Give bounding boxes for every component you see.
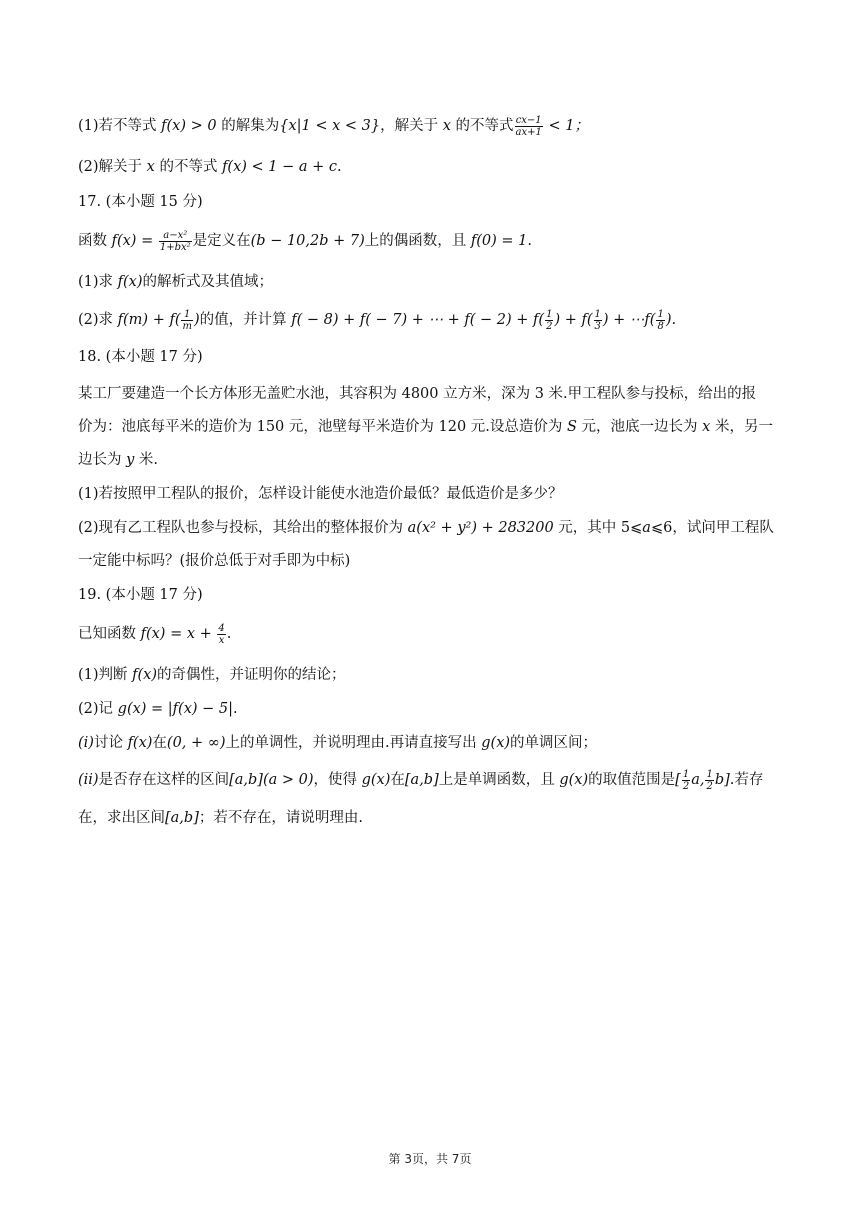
text: 价为：池底每平米的造价为 150 元，池壁每平米造价为 120 元.设总造价为: [78, 419, 568, 435]
text: 函数: [78, 233, 112, 249]
text: 上的偶函数，且: [364, 233, 471, 249]
text: (2)记: [78, 701, 118, 717]
text: .: [226, 626, 232, 642]
p19-question-2: [78, 697, 790, 721]
text: 米.: [134, 452, 159, 468]
math-fraction: $\frac{4}{x}$: [218, 622, 225, 646]
p19-stem: [78, 622, 790, 646]
text: (1)判断: [78, 667, 133, 683]
p17-question-2: [78, 308, 790, 332]
p18-stem-line-3: [78, 448, 790, 472]
p18-stem-line-1: 某工厂要建造一个长方体形无盖贮水池，其容积为 4800 立方米，深为 3 米.甲工程队参与投标，给出的报: [78, 386, 757, 402]
p16-question-1: [78, 114, 790, 138]
text: 元，其中 5⩽: [553, 520, 643, 536]
math-fraction: $\frac{1}{2}$: [706, 768, 713, 792]
subquestion-label: (ii): [78, 772, 99, 788]
p17-header: 17. (本小题 15 分): [78, 194, 203, 210]
text: ，使得: [313, 772, 362, 788]
page-number-footer: 第 3页，共 7页: [388, 1152, 472, 1166]
text: 上是单调函数，且: [438, 772, 560, 788]
text: 边长为: [78, 452, 127, 468]
subquestion-label: (i): [78, 735, 94, 751]
math-interval: [a,b]: [404, 772, 439, 788]
math-fraction: $\frac{1}{8}$: [657, 308, 664, 332]
math-expression: ): [193, 312, 200, 328]
math-expression: f(x) =: [111, 233, 158, 249]
math-fraction: $\frac{1}{m}$: [182, 308, 192, 332]
text: 已知函数: [78, 626, 141, 642]
math-variable: S: [567, 419, 577, 435]
p18-question-1: (1)若按照甲工程队的报价，怎样设计能使水池造价最低？最低造价是多少？: [78, 486, 563, 502]
text: < 1；: [543, 118, 589, 134]
text: 米，另一: [710, 419, 773, 435]
math-interval: [a,b]: [165, 810, 199, 826]
text: 元，池底一边长为: [576, 419, 703, 435]
math-expression: f(x): [132, 667, 158, 683]
math-fraction: $\frac{cx-1}{ax+1}$: [515, 114, 542, 138]
text: 的解析式及其值域；: [142, 274, 274, 290]
math-inequality: f(x) < 1 − a + c: [222, 159, 338, 175]
p18-header: 18. (本小题 17 分): [78, 349, 203, 365]
text: ，解关于: [380, 118, 443, 134]
math-expression: f(x): [127, 735, 153, 751]
p19-subquestion-i: [78, 731, 790, 755]
math-variable: x: [442, 118, 451, 134]
math-set: {x|1 < x < 3}: [279, 118, 381, 134]
text: .: [233, 701, 238, 717]
p18-question-2-line-1: [78, 516, 790, 540]
p19-question-1: [78, 663, 790, 687]
math-expression: g(x) = |f(x) − 5|: [117, 701, 234, 717]
text: .若存: [729, 772, 764, 788]
text: (2)现有乙工程队也参与投标，其给出的整体报价为: [78, 520, 408, 536]
text: 是定义在: [192, 233, 251, 249]
math-expression: f( − 8) + f( − 7) + ⋯ + f( − 2) + f(: [291, 312, 545, 328]
math-variable: x: [146, 159, 155, 175]
math-variable: a: [642, 520, 651, 536]
text: 的值，并计算: [199, 312, 292, 328]
text: (1)求: [78, 274, 118, 290]
text: 的取值范围是: [588, 772, 676, 788]
math-expression: [: [675, 772, 681, 788]
p17-stem: [78, 229, 790, 253]
text: 的不等式: [154, 159, 223, 175]
p18-stem-line-2: [78, 415, 790, 439]
text: (2)求: [78, 312, 118, 328]
math-fraction: $\frac{1}{2}$: [546, 308, 553, 332]
math-expression: ).: [665, 312, 677, 328]
p17-question-1: [78, 270, 790, 294]
math-interval: [a,b](a > 0): [229, 772, 314, 788]
math-expression: b]: [714, 772, 730, 788]
math-expression: f(x): [117, 274, 143, 290]
text: 上的单调性，并说明理由.再请直接写出: [225, 735, 482, 751]
math-variable: x: [702, 419, 711, 435]
p19-header: 19. (本小题 17 分): [78, 587, 203, 603]
math-fraction: $\frac{1}{2}$: [682, 768, 690, 792]
text: 的奇偶性，并证明你的结论；: [157, 667, 346, 683]
math-interval: (b − 10,2b + 7): [250, 233, 365, 249]
text: 的解集为: [216, 118, 280, 134]
p19-subquestion-ii-line-2: [78, 806, 790, 830]
math-expression: f(m) + f(: [117, 312, 181, 328]
math-expression: a,: [691, 772, 705, 788]
text: (2)解关于: [78, 159, 147, 175]
text: ；若不存在，请说明理由.: [198, 810, 363, 826]
math-inequality: f(x) > 0: [161, 118, 217, 134]
math-expression: f(x) = x +: [140, 626, 217, 642]
p18-question-2-line-2: 一定能中标吗？(报价总低于对手即为中标): [78, 553, 351, 569]
math-fraction: $\frac{1}{3}$: [594, 308, 601, 332]
math-expression: ) + ⋯f(: [602, 312, 656, 328]
math-expression: g(x): [361, 772, 391, 788]
math-fraction: $\frac{\text{a−x²}}{\text{1+bx²}}$: [159, 229, 191, 253]
math-variable: y: [126, 452, 135, 468]
text: 在，求出区间: [78, 810, 165, 826]
p16-question-2: [78, 155, 790, 179]
math-expression: g(x): [559, 772, 589, 788]
p19-subquestion-ii-line-1: [78, 768, 790, 792]
math-expression: f(0) = 1: [470, 233, 528, 249]
math-expression: ) + f(: [554, 312, 593, 328]
text: 在: [390, 772, 405, 788]
text: 讨论: [93, 735, 128, 751]
text: ⩽6，试问甲工程队: [650, 520, 774, 536]
text: 的不等式: [450, 118, 514, 134]
text: .: [527, 233, 532, 249]
math-expression: a(x² + y²) + 283200: [407, 520, 554, 536]
text: 在: [152, 735, 167, 751]
math-expression: g(x): [481, 735, 511, 751]
text: (1)若不等式: [78, 118, 162, 134]
math-interval: (0, + ∞): [166, 735, 226, 751]
text: .: [337, 159, 342, 175]
text: 的单调区间；: [510, 735, 598, 751]
text: 是否存在这样的区间: [98, 772, 230, 788]
